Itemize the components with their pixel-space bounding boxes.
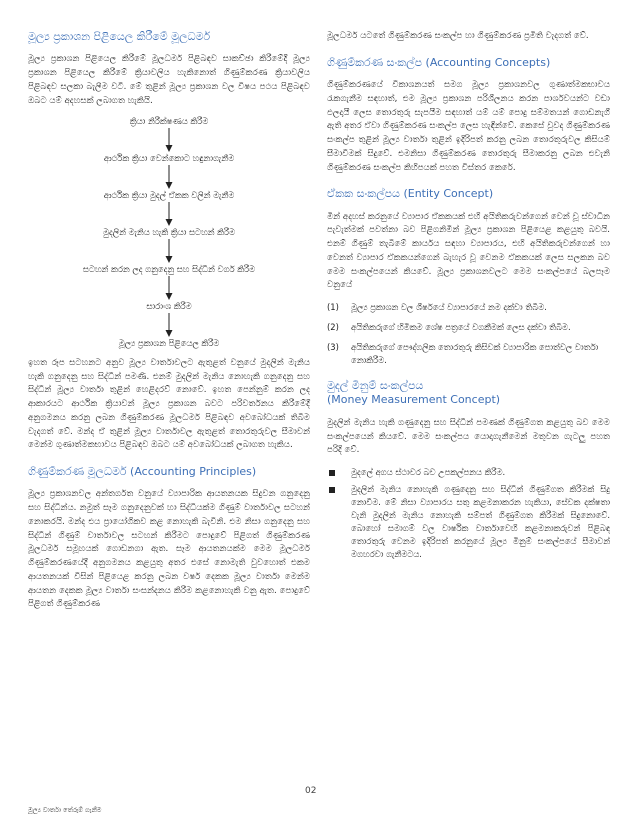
square-bullet-icon: [329, 470, 335, 476]
flow-step-1: ක්‍රියා නිරීක්ෂණය කිරීම: [129, 116, 209, 127]
down-arrow-icon: [164, 238, 174, 264]
entity-paragraph: මින් අදහස් කරනුයේ ව්‍යාපාර ඒකකයක් එහි අයිතිකරුවන්ගෙන් වෙන් වූ ස්වාධීන පැවැත්මක් පවත්නා බව පිළිගනිමින් මූල්‍ය ප්‍රකාශන පිළියෙළ කළයුතු බවයි. එනම් ගිණුම් තැබීමේ කාර්යය සඳහා ව්‍යාපාරය, එහි අයිතිකරුවන්ගෙන් හා වෙනත් ව්‍යාපාර ඒකකයන්ගෙන් බැහැර වූ වෙනම ඒකකයක් ලෙස සලකන බව මෙම සංකල්පයෙන් කියවේ. මූල්‍ය ප්‍රකාශනවලට මෙම සංකල්පයේ බලපෑම වනුයේ: [327, 211, 610, 291]
down-arrow-icon: [164, 127, 174, 153]
intro-paragraph: මූල්‍ය ප්‍රකාශන පිළියෙල කිරීමේ මූලධර්ම පිළිබඳව සාකච්ඡා කිරීමේදී මූල්‍ය ප්‍රකාශන පිළියෙල කිරීමේ ක්‍රියාවලිය හැකිනොත් ගිණුම්කරණ ක්‍රියාවලිය පිළිබඳව සලකා බැලීම වටී. මේ තුළින් මූල්‍ය ප්‍රකාශන වල විෂය පථය පිළිබඳව ඔබට යම් අදහසක් ලබාගත හැකියි.: [28, 54, 310, 106]
down-arrow-icon: [164, 201, 174, 227]
money-paragraph: මුදලින් මැනිය හැකි ගණුදෙනු සහ සිද්ධීන් පමණක් ගිණුම්ගත කළයුතු බව මෙම සංකල්පයෙන් කියවේ. මෙම සංකල්පය යොදාගැනීමෙන් මතුවන ගැටලු පහත පරිදි වේ.: [327, 417, 610, 456]
left-column: [28, 30, 310, 620]
list-item: මුදලේ අගය ස්ථාවර බව උපකල්පනය කිරීම.: [327, 466, 610, 479]
footer-text: මූල්‍ය වාර්තා තේරුම් ගැනීම: [28, 806, 102, 814]
entity-effects-list: [327, 301, 610, 367]
list-item: (2) අයිතිකරුගේ හිමිකම ශේෂ පත්‍රයේ වගකීමක් ලෙස දක්වා තිබීම.: [327, 322, 571, 333]
section-heading-money-measurement: මුදල් මිනුම් සංකල්පය (Money Measurement Concept): [327, 379, 501, 407]
square-bullet-icon: [329, 487, 335, 493]
page-number: 02: [305, 786, 317, 796]
flow-step-4: මුදලින් මැනිය හැකි ක්‍රියා සටහන් කිරීම: [102, 227, 236, 238]
principles-paragraph: මූල්‍ය ප්‍රකාශනවල අන්තර්ගත වනුයේ ව්‍යාපාරික ආයතනයක සිදුවන ගනුදෙනු සහ සිද්ධීන්ය. නමුත් සෑම ගනුදෙනුවක් හා සිද්ධියක්ම ගිණුම් වාර්තාවල සටහන් නොකරයි. මන්ද එය ප්‍රායෝගිකව කළ නොහැකි බැවිනි. එම නිසා ගනුදෙනු සහ සිද්ධීන් ගිණුම් වාර්තාවල සටහන් කිරීමට පොදුවේ පිළිගත් ගිණුම්කරණ මූලධර්ම සමූහයක් ගොඩනගා ඇත. සෑම ආයතනයක්ම මෙම මූලධර්ම ගිණුම්කරණයේදී අනුගමනය කළයුතු අතර එසේ නොමැති වුවහොත් එකම ආයතනයක් විසින් පිළියෙළ කරනු ලබන වර්ෂ දෙකක මූල්‍ය වාර්තා මෙන්ම ආයතන දෙකක මූල්‍ය වාර්තා සංසන්දනය කිරීම කළනොහැකි වනු ඇත. පොදුවේ පිළිගත් ගිණුම්කරණ: [28, 489, 310, 610]
right-column: [327, 30, 610, 569]
section-heading-entity-concept: ඒකක සංකල්පය (Entity Concept): [327, 187, 494, 201]
down-arrow-icon: [164, 312, 174, 338]
concepts-paragraph: ගිණුම්කරණයේ විකාශනයත් සමග මූල්‍ය ප්‍රකාශනවල ගුණාත්මකභාවය රැකගැනීම සඳහාත්, එම මූල්‍ය ප්‍රකාශන පරිශීලනය කරන පාර්ශවයන්ට වඩා ඵලදායී ලෙස තොරතුරු සැපයීම සඳහාත් යම් යම් පොදු සම්මතයන් ගොඩනැගී ඇති අතර ඒවා ගිණුම්කරණ සංකල්ප ලෙස හැඳින්වේ. කෙසේ වුවද ගිණුම්කරණ සංකල්ප තුළින් මූල්‍ය වාර්තා තුළින් ඉදිරිපත් කරනු ලබන තොරතුරුවල කිසියම් සීමාවීමක් සිදුවේ. එමනිසා ගිණුම්කරණ තොරතුරු සීමාකරනු ලබන එවැනි ගිණුම්කරණ සංකල්ප කිහිපයක් පහත විස්තර කෙරේ.: [327, 80, 610, 173]
list-item: (3) අයිතිකරුගේ පෞද්ගලික තොරතුරු කිසිවක් ව්‍යාපාරික පොත්වල වාර්තා නොකිරීම.: [327, 342, 599, 366]
list-item: (1) මූල්‍ය ප්‍රකාශන වල ශීර්ෂයේ ව්‍යාපාරයේ නම දක්වා තිබීම.: [327, 302, 547, 313]
flow-step-2: ආර්ථික ක්‍රියා වෙන්කොට හඳුනාගැනීම: [103, 153, 235, 164]
section-heading-accounting-principles: ගිණුම්කරණ මූලධර්ම (Accounting Principles): [28, 465, 257, 478]
continuation-paragraph: මූලධර්ම යටතේ ගිණුම්කරණ සංකල්ප හා ගිණුම්කරණ ප්‍රමිති වැදගත් වේ.: [327, 31, 589, 41]
after-flow-paragraph: ඉහත රූප සටහනට අනුව මූල්‍ය වාර්තාවලට ඇතුළත් වනුයේ මුදලින් මැනිය හැකි ගනුදෙනු සහ සිද්ධීන් පමණි. එනම් මුදලින් මැනිය නොහැකි ගනුදෙනු සහ සිද්ධීන් මූල්‍ය වාර්තා තුළින් හෙළිදරව් නොවේ. ඉහත පෙන්නුම් කරන ලද ආකාරයට ආර්ථික ක්‍රියාවන් මූල්‍ය ප්‍රකාශන බවට පරිවර්තනය කිරීමේදී අනුගමනය කරනු ලබන ගිණුම්කරණ මූලධර්ම පිළිබඳව අවබෝධයක් තිබීම වැදගත් වේ. මන්ද ඒ තුළින් මූල්‍ය වාර්තාවල ඇතුළත් තොරතුරුවල සීමාවන් මෙන්ම ගුණාත්මකභාවය පිළිබඳව ඔබට යම් අවබෝධයක් ලබාගත හැකිය.: [28, 357, 310, 451]
process-flowchart: [28, 116, 310, 348]
money-issues-list: [327, 466, 610, 561]
flow-step-5: සටහන් කරන ලද ගනුදෙනු සහ සිද්ධීන් වර්ග කිරීම: [82, 263, 256, 274]
section-heading-accounting-concepts: ගිණුම්කරණ සංකල්ප (Accounting Concepts): [327, 55, 551, 69]
list-item: මුදලින් මැනිය නොහැකි ගණුදෙනු සහ සිද්ධීන් ගිණුම්ගත කිරීමක් සිදු නොවීම. මේ නිසා ව්‍යාපාරය සතු කළමනාකරන හැකියා, සේවක දක්ෂතා වැනි මුදලින් මැනිය නොහැකි සම්පත් ගිණුම්ගත කිරීමක් සිදුනොවේ. බොහෝ සමාගම් වල වාර්ෂික වාර්තාවෙහි කළමනාකරුවන් පිළිබඳ තොරතුරු වෙනම ඉදිරිපත් කරනුයේ මූල්‍ය මිනුම් සංකල්පයේ සීමාවන් මගහරවා ගැනීමටය.: [327, 483, 610, 561]
down-arrow-icon: [164, 275, 174, 301]
down-arrow-icon: [164, 164, 174, 190]
flow-step-3: ආර්ථික ක්‍රියා මුදල් ඒකක වලින් මැනීම: [103, 190, 235, 201]
flow-step-6: සාරාංශ කිරීම: [146, 300, 192, 311]
section-heading-principles-of-preparation: මූල්‍ය ප්‍රකාශන පිළියෙල කිරීමේ මූලධර්ම: [28, 30, 211, 43]
flow-step-7: මූල්‍ය ප්‍රකාශන පිළියෙල කිරීම: [118, 337, 220, 348]
